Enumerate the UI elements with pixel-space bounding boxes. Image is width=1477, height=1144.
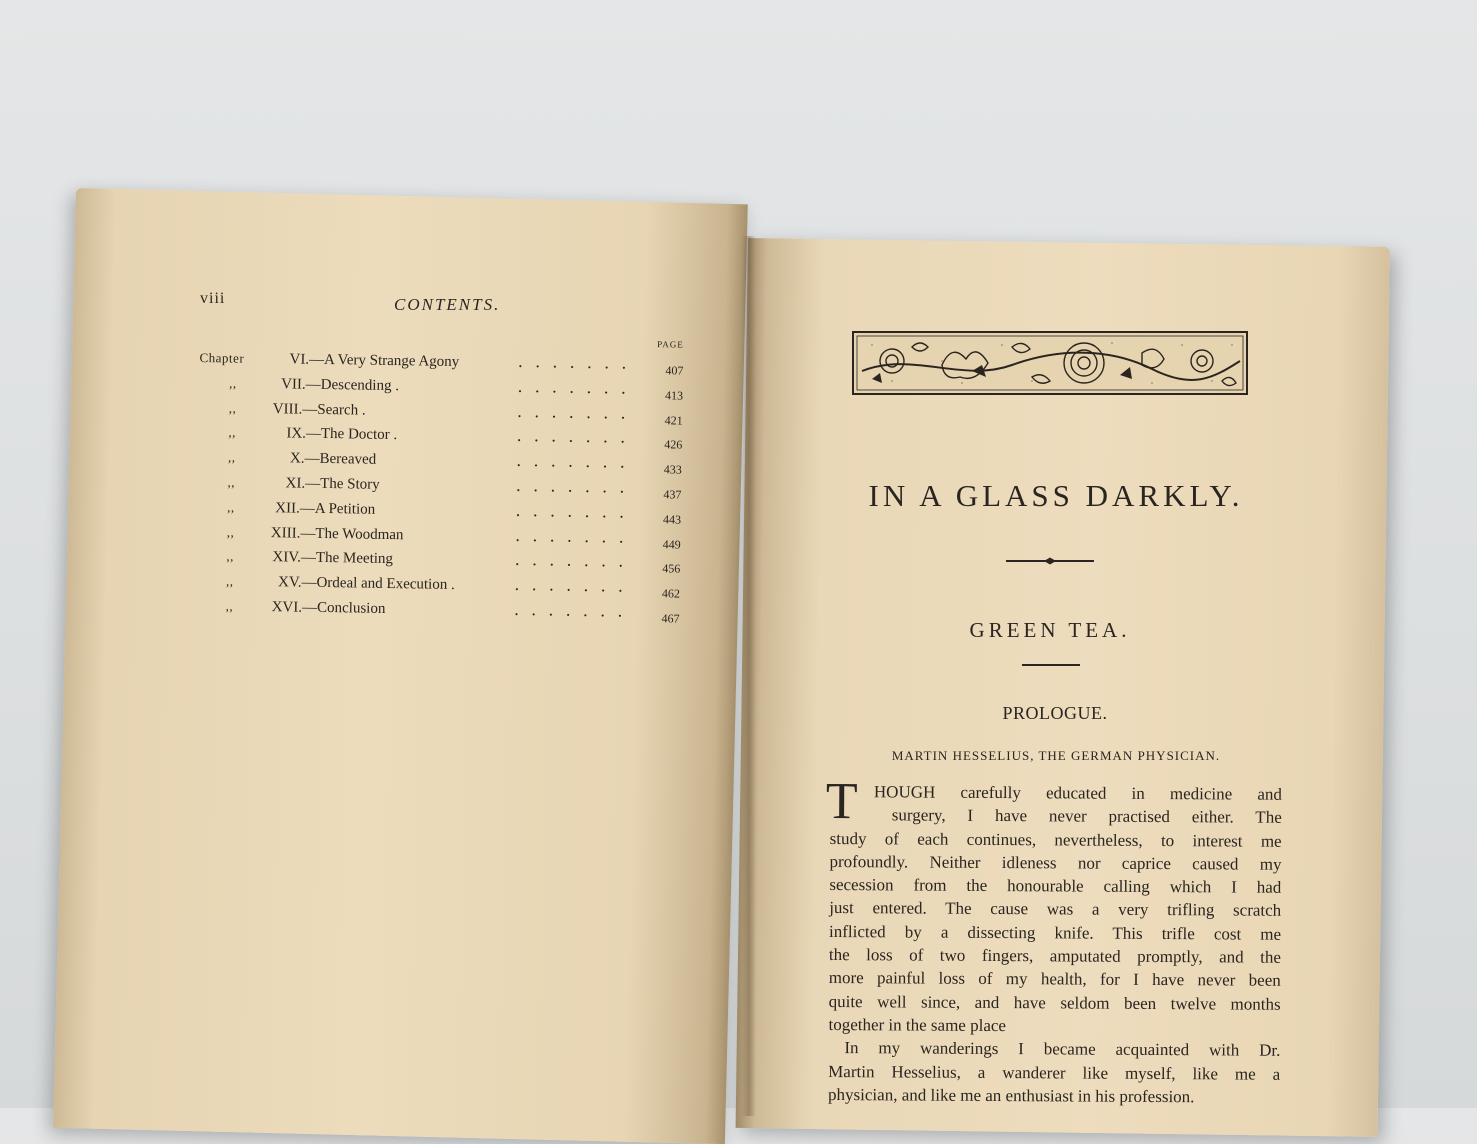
toc-entry-label: IX.—The Doctor .: [286, 426, 397, 445]
toc-page-number: 437: [663, 487, 681, 502]
body-line: profoundly. Neither idleness nor caprice caused my: [829, 850, 1281, 876]
toc-prefix: ,,: [226, 574, 296, 591]
section-heading: PROLOGUE.: [900, 703, 1210, 724]
toc-prefix: ,,: [226, 549, 296, 566]
toc-dot-leader: .......: [518, 380, 639, 398]
body-line: more painful loss of my health, for I have never been: [829, 966, 1281, 992]
floral-ornament-banner: [852, 331, 1248, 395]
body-line: Martin Hesselius, a wanderer like myself, like me a: [828, 1060, 1280, 1086]
toc-prefix: Chapter: [199, 350, 269, 367]
toc-prefix: ,,: [227, 524, 297, 541]
toc-entry-label: XI.—The Story: [285, 475, 379, 493]
toc-page-number: 443: [663, 512, 681, 527]
toc-entry-label: XIII.—The Woodman: [271, 525, 404, 544]
toc-entry-label: VII.—Descending .: [281, 376, 399, 395]
toc-entry-label: XIV.—The Meeting: [272, 550, 393, 569]
toc-entry-label: XV.—Ordeal and Execution .: [278, 574, 455, 594]
toc-dot-leader: .......: [516, 504, 637, 522]
title-divider: [1006, 556, 1094, 566]
body-line: study of each continues, nevertheless, to interest me: [830, 827, 1282, 853]
toc-dot-leader: .......: [517, 454, 638, 472]
toc-prefix: ,,: [228, 450, 298, 467]
toc-page-number: 433: [664, 462, 682, 477]
body-line: physician, and like me an enthusiast in his profession.: [828, 1083, 1280, 1109]
body-line: surgery, I have never practised either. The: [830, 803, 1282, 829]
toc-dot-leader: .......: [515, 603, 636, 621]
body-line: quite well since, and have seldom been twelve months: [829, 990, 1281, 1016]
body-line: [830, 780, 1282, 806]
toc-page-number: 449: [663, 537, 681, 552]
body-line: inflicted by a dissecting knife. This trifle cost me: [829, 920, 1281, 946]
toc-entry-label: VI.—A Very Strange Agony: [289, 351, 459, 371]
toc-prefix: ,,: [229, 400, 299, 417]
body-line: the loss of two fingers, amputated promptly, and the: [829, 943, 1281, 969]
left-page: [53, 188, 748, 1144]
chapter-byline: MARTIN HESSELIUS, THE GERMAN PHYSICIAN.: [846, 748, 1266, 764]
toc-prefix: ,,: [228, 425, 298, 442]
toc-dot-leader: .......: [515, 578, 636, 596]
story-title: GREEN TEA.: [900, 618, 1200, 643]
toc-rows: [195, 348, 685, 628]
toc-dot-leader: .......: [518, 405, 639, 423]
toc-dot-leader: .......: [516, 529, 637, 547]
toc-page-number: 467: [661, 611, 679, 626]
body-line-text: HOUGH carefully educated in medicine and: [874, 782, 1282, 803]
toc-page-number: 421: [665, 413, 683, 428]
toc-entry-label: XII.—A Petition: [275, 500, 375, 519]
toc-dot-leader: .......: [517, 479, 638, 497]
toc-prefix: ,,: [227, 499, 297, 516]
body-line: just entered. The cause was a very trifling scratch: [829, 896, 1281, 922]
toc-entry-label: XVI.—Conclusion: [272, 599, 386, 618]
page-column-header: PAGE: [657, 339, 684, 349]
book-gutter: [742, 236, 756, 1116]
toc-page-number: 462: [662, 586, 680, 601]
running-title: CONTENTS.: [394, 295, 500, 315]
book-title: IN A GLASS DARKLY.: [836, 478, 1276, 514]
body-line: together in the same place: [828, 1013, 1280, 1039]
body-line: In my wanderings I became acquainted with Dr.: [828, 1036, 1280, 1062]
toc-prefix: ,,: [229, 375, 299, 392]
toc-page-number: 407: [665, 363, 683, 378]
toc-dot-leader: .......: [517, 429, 638, 447]
toc-page-number: 413: [665, 388, 683, 403]
toc-entry-label: VIII.—Search .: [273, 401, 366, 419]
toc-prefix: ,,: [227, 474, 297, 491]
body-line: secession from the honourable calling which I had: [829, 873, 1281, 899]
subtitle-divider: [1022, 664, 1080, 666]
toc-page-number: 456: [662, 562, 680, 577]
toc-page-number: 426: [664, 438, 682, 453]
page-number: viii: [200, 290, 225, 308]
toc-entry-label: X.—Bereaved: [290, 451, 376, 469]
body-lines: [828, 780, 1282, 1109]
toc-dot-leader: .......: [516, 553, 637, 571]
body-text: [828, 780, 1282, 1109]
drop-cap: T: [826, 776, 858, 828]
toc-dot-leader: .......: [519, 355, 640, 373]
table-of-contents: [195, 330, 686, 628]
toc-prefix: ,,: [226, 598, 296, 615]
